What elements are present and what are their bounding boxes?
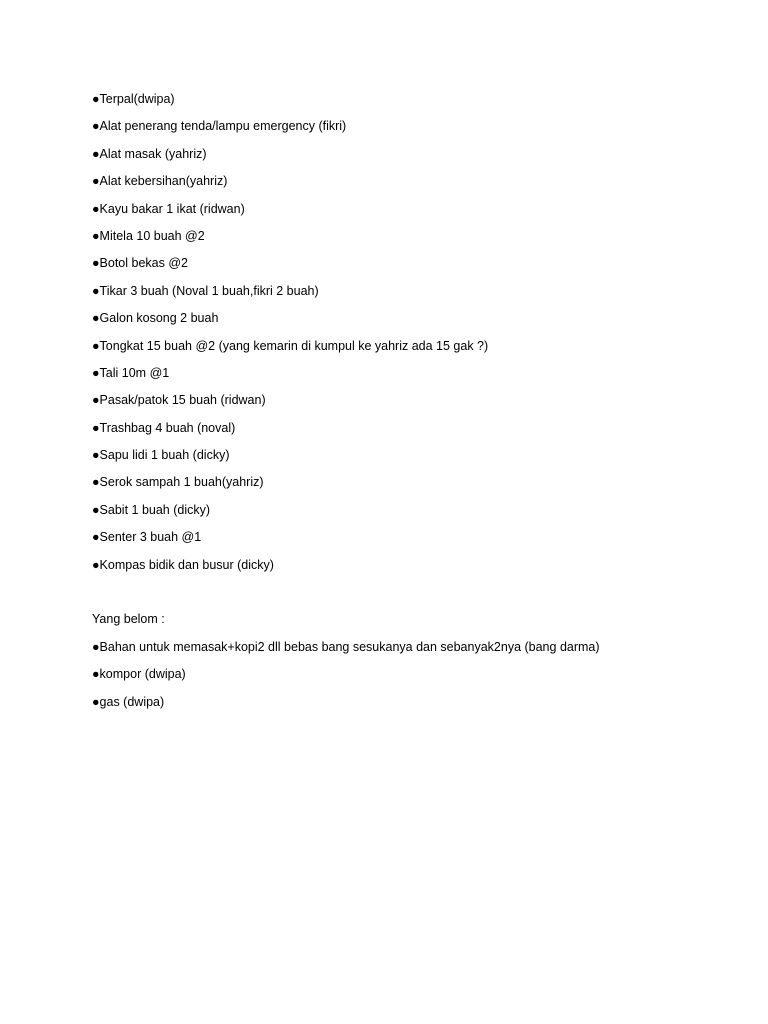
list-item: ●Senter 3 buah @1 xyxy=(92,530,202,545)
list-item: ●Terpal(dwipa) xyxy=(92,92,175,106)
items-list xyxy=(92,86,732,579)
list-item: ●Sabit 1 buah (dicky) xyxy=(92,502,211,517)
paragraph-gap xyxy=(92,579,732,606)
list-item: ●Tali 10m @1 xyxy=(92,365,170,380)
list-item: ●Serok sampah 1 buah(yahriz) xyxy=(92,475,264,490)
list-item: ●Botol bekas @2 xyxy=(92,256,188,271)
list-item: ●Tikar 3 buah (Noval 1 buah,fikri 2 buah) xyxy=(92,283,319,298)
list-item: ●Mitela 10 buah @2 xyxy=(92,228,205,243)
list-item: ●Sapu lidi 1 buah (dicky) xyxy=(92,448,230,463)
pending-items-list xyxy=(92,634,732,716)
list-item: ●Trashbag 4 buah (noval) xyxy=(92,420,236,435)
pending-heading: Yang belom : xyxy=(92,612,165,627)
list-item: ●Alat kebersihan(yahriz) xyxy=(92,174,228,189)
document-body xyxy=(92,86,732,716)
list-item: ●Alat penerang tenda/lampu emergency (fikri) xyxy=(92,119,347,134)
list-item: ●Pasak/patok 15 buah (ridwan) xyxy=(92,393,266,408)
list-item: ●gas (dwipa) xyxy=(92,694,165,709)
list-item: ●Galon kosong 2 buah xyxy=(92,311,219,326)
list-item: ●Bahan untuk memasak+kopi2 dll bebas bang sesukanya dan sebanyak2nya (bang darma) xyxy=(92,639,600,654)
list-item: ●Kompas bidik dan busur (dicky) xyxy=(92,557,274,572)
list-item: ●kompor (dwipa) xyxy=(92,667,186,682)
list-item: ●Tongkat 15 buah @2 (yang kemarin di kumpul ke yahriz ada 15 gak ?) xyxy=(92,338,489,353)
list-item: ●Alat masak (yahriz) xyxy=(92,146,207,161)
list-item: ●Kayu bakar 1 ikat (ridwan) xyxy=(92,201,245,216)
